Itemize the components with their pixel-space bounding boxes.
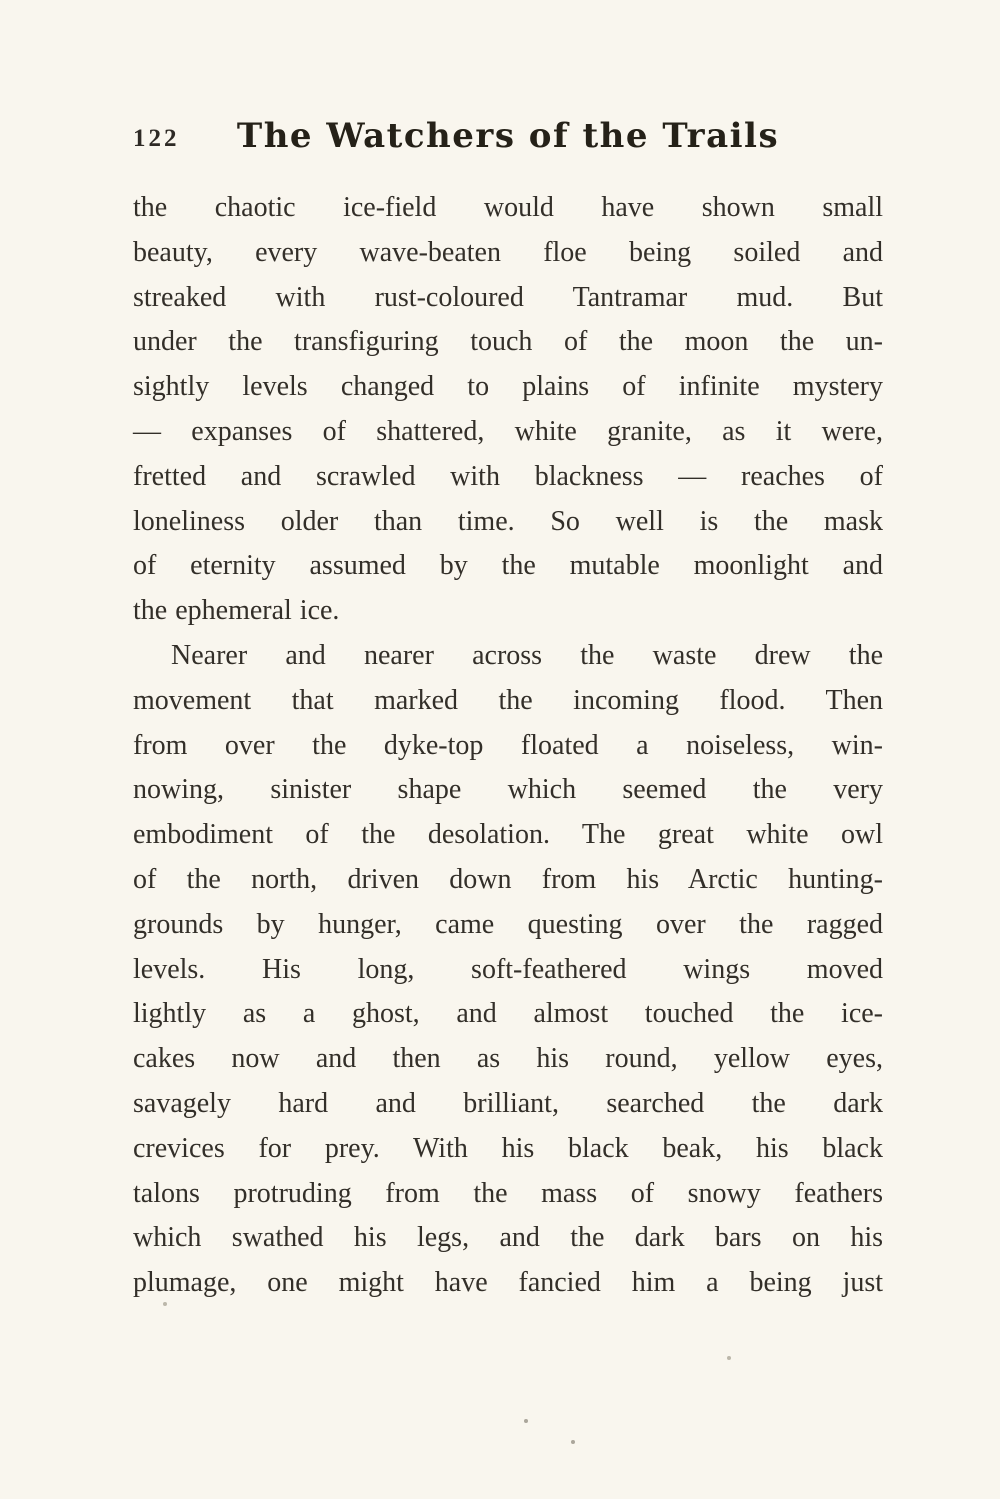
text-line: the chaotic ice-field would have shown small	[133, 192, 883, 223]
text-line: streaked with rust-coloured Tantramar mud. But	[133, 281, 883, 313]
text-line: grounds by hunger, came questing over the ragged	[133, 908, 883, 940]
scan-speck	[524, 1419, 528, 1423]
page-number: 122	[133, 125, 180, 152]
text-line: lightly as a ghost, and almost touched the ice-	[133, 998, 883, 1030]
text-line: levels. His long, soft-feathered wings moved	[133, 953, 883, 985]
text-line: cakes now and then as his round, yellow eyes,	[133, 1043, 883, 1075]
page-header	[133, 116, 883, 162]
body-text	[133, 186, 883, 1306]
text-line: embodiment of the desolation. The great white owl	[133, 819, 883, 851]
text-line: savagely hard and brilliant, searched the dark	[133, 1087, 883, 1119]
text-line: from over the dyke-top floated a noiseless, win-	[133, 729, 883, 761]
text-line: of eternity assumed by the mutable moonlight and	[133, 550, 883, 582]
text-line: beauty, every wave-beaten floe being soiled and	[133, 236, 883, 268]
paragraph	[133, 186, 883, 634]
text-line: talons protruding from the mass of snowy feathers	[133, 1177, 883, 1209]
scan-speck	[163, 1302, 167, 1306]
text-line: of the north, driven down from his Arctic hunting-	[133, 863, 883, 895]
text-line: under the transfiguring touch of the moon the un-	[133, 326, 883, 358]
text-line: sightly levels changed to plains of infinite mystery	[133, 371, 883, 403]
text-line: the ephemeral ice.	[133, 595, 340, 627]
text-line: plumage, one might have fancied him a being just	[133, 1267, 883, 1299]
text-line: crevices for prey. With his black beak, his black	[133, 1132, 883, 1164]
scan-speck	[571, 1440, 575, 1444]
text-line: Nearer and nearer across the waste drew the	[171, 639, 883, 671]
text-line: loneliness older than time. So well is the mask	[133, 505, 883, 537]
paragraph	[133, 634, 883, 1306]
text-line: nowing, sinister shape which seemed the very	[133, 774, 883, 806]
text-line: — expanses of shattered, white granite, as it were,	[133, 415, 883, 447]
scan-speck	[727, 1356, 731, 1360]
text-line: fretted and scrawled with blackness — reaches of	[133, 460, 883, 492]
text-line: which swathed his legs, and the dark bars on his	[133, 1222, 883, 1254]
text-line: movement that marked the incoming flood. Then	[133, 684, 883, 716]
running-title: The Watchers of the Trails	[236, 116, 780, 156]
